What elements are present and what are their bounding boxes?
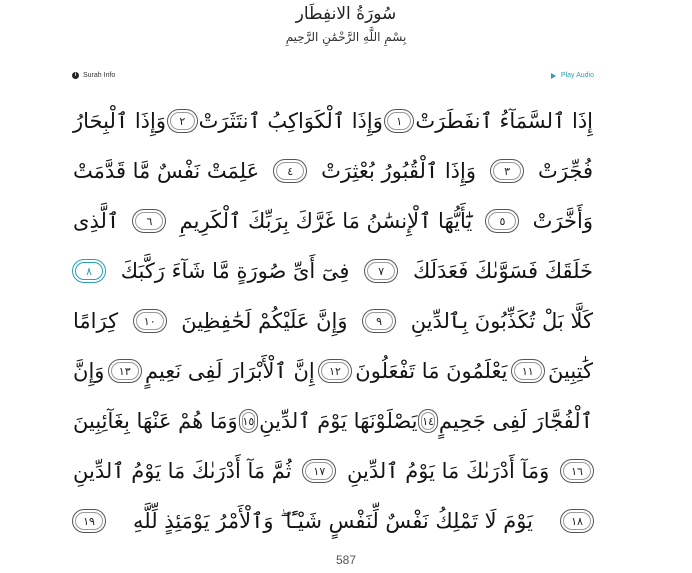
- play-icon: [551, 73, 556, 79]
- ayah-number-marker[interactable]: ٦: [132, 209, 166, 233]
- verse-text[interactable]: وَمَا هُمْ عَنْهَا بِغَآئِبِينَ: [73, 409, 238, 433]
- ayah-number-marker[interactable]: ١٢: [318, 359, 352, 383]
- verse-line: [72, 146, 594, 196]
- ayah-number-marker[interactable]: ٧: [364, 259, 398, 283]
- ayah-number-marker[interactable]: ١٣: [108, 359, 142, 383]
- ayah-number-marker[interactable]: ١١: [511, 359, 545, 383]
- verse-line: [72, 296, 594, 346]
- verse-text[interactable]: كَٰتِبِينَ: [548, 359, 593, 383]
- verse-text[interactable]: وَمَآ أَدْرَىٰكَ مَا يَوْمُ ٱلدِّينِ: [347, 459, 550, 483]
- info-icon: i: [72, 72, 79, 79]
- verse-text[interactable]: وَإِنَّ: [73, 359, 105, 383]
- verse-text[interactable]: يَوْمَ لَا تَمْلِكُ نَفْسٌ لِّنَفْسٍ شَيْـًٔا ۖ وَٱلْأَمْرُ يَوْمَئِذٍ لِّلَّهِ: [133, 508, 533, 533]
- basmala: بِسْمِ اللَّهِ الرَّحْمَٰنِ الرَّحِيمِ: [285, 30, 407, 44]
- ayah-number-marker[interactable]: ١٠: [133, 309, 167, 333]
- verses-container: [72, 96, 594, 546]
- verse-text[interactable]: وَإِنَّ عَلَيْكُمْ لَحَٰفِظِينَ: [181, 309, 348, 333]
- surah-info-label: Surah Info: [83, 72, 116, 79]
- surah-info-button[interactable]: [72, 72, 115, 79]
- verse-text[interactable]: وَأَخَّرَتْ: [532, 209, 593, 233]
- verse-text[interactable]: كَلَّا بَلْ تُكَذِّبُونَ بِٱلدِّينِ: [410, 309, 593, 333]
- verse-text[interactable]: وَإِذَا ٱلْبِحَارُ: [73, 109, 166, 133]
- verse-line: [72, 446, 594, 496]
- verse-line: [72, 246, 594, 296]
- ayah-number-marker[interactable]: ٩: [362, 309, 396, 333]
- verse-text[interactable]: عَلِمَتْ نَفْسٌ مَّا قَدَّمَتْ: [73, 159, 260, 183]
- verse-text[interactable]: خَلَقَكَ فَسَوَّىٰكَ فَعَدَلَكَ: [412, 259, 593, 283]
- ayah-number-marker[interactable]: ١: [384, 109, 415, 133]
- verse-text[interactable]: يَعْلَمُونَ مَا تَفْعَلُونَ: [355, 359, 508, 383]
- verse-line: [72, 346, 594, 396]
- ayah-number-marker[interactable]: ١٧: [302, 459, 336, 483]
- ayah-number-marker[interactable]: ١٥: [239, 409, 258, 433]
- verse-line: [72, 96, 594, 146]
- page-number: 587: [335, 553, 357, 567]
- verse-text[interactable]: إِنَّ ٱلْأَبْرَارَ لَفِى نَعِيمٍ: [144, 359, 315, 383]
- ayah-number-marker[interactable]: ٣: [490, 159, 524, 183]
- verse-text[interactable]: وَإِذَا ٱلْقُبُورُ بُعْثِرَتْ: [321, 159, 477, 183]
- ayah-number-marker[interactable]: ٥: [485, 209, 519, 233]
- verse-line: [72, 496, 594, 546]
- verse-text[interactable]: فِىٓ أَىِّ صُورَةٍ مَّا شَآءَ رَكَّبَكَ: [120, 259, 350, 283]
- verse-text[interactable]: يَصْلَوْنَهَا يَوْمَ ٱلدِّينِ: [259, 409, 418, 433]
- play-audio-button[interactable]: [551, 72, 594, 79]
- verse-line: [72, 396, 594, 446]
- toolbar: [72, 72, 594, 86]
- ayah-number-marker[interactable]: ١٩: [72, 509, 106, 533]
- verse-text[interactable]: فُجِّرَتْ: [538, 159, 593, 183]
- ayah-number-marker[interactable]: ٢: [167, 109, 198, 133]
- verse-text[interactable]: ثُمَّ مَآ أَدْرَىٰكَ مَا يَوْمُ ٱلدِّينِ: [73, 459, 292, 483]
- ayah-number-marker[interactable]: ١٨: [560, 509, 594, 533]
- surah-title: سُورَةُ الانفِطَار: [295, 4, 397, 24]
- verse-text[interactable]: وَإِذَا ٱلْكَوَاكِبُ ٱنتَثَرَتْ: [198, 109, 383, 133]
- ayah-number-marker[interactable]: ١٦: [560, 459, 594, 483]
- ayah-number-marker[interactable]: ٨: [72, 259, 106, 283]
- verse-line: [72, 196, 594, 246]
- verse-text[interactable]: يَٰٓأَيُّهَا ٱلْإِنسَٰنُ مَا غَرَّكَ بِرَبِّكَ ٱلْكَرِيمِ: [179, 209, 473, 233]
- verse-text[interactable]: ٱلَّذِى: [73, 209, 120, 233]
- verse-text[interactable]: إِذَا ٱلسَّمَآءُ ٱنفَطَرَتْ: [415, 109, 593, 133]
- play-audio-label: Play Audio: [560, 72, 594, 79]
- ayah-number-marker[interactable]: ١٤: [418, 409, 437, 433]
- ayah-number-marker[interactable]: ٤: [273, 159, 307, 183]
- verse-text[interactable]: كِرَامًا: [73, 309, 119, 333]
- verse-text[interactable]: ٱلْفُجَّارَ لَفِى جَحِيمٍ: [438, 409, 593, 433]
